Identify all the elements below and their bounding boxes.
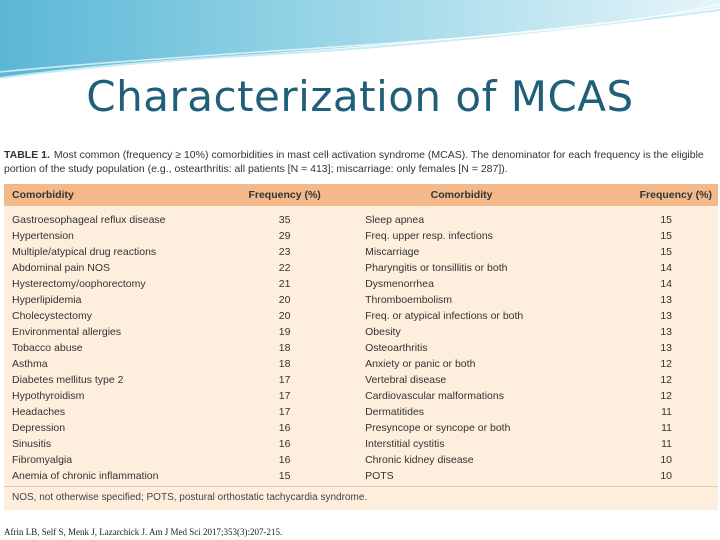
table-row bbox=[4, 436, 718, 452]
table-row bbox=[4, 404, 718, 420]
caption-text: Most common (frequency ≥ 10%) comorbidities in mast cell activation syndrome (MCAS). The denominator for each frequency is the eligible portion of the study population (e.g., ostearthritis: all patients [N = 413]; miscarriage: only females [N = 287]). bbox=[4, 149, 704, 175]
table-row bbox=[4, 420, 718, 436]
header-frequency-right: Frequency (%) bbox=[564, 184, 718, 206]
comorbidity-cell: Freq. or atypical infections or both bbox=[365, 310, 524, 322]
header-comorbidity-right: Comorbidity bbox=[359, 184, 564, 206]
frequency-cell: 16 bbox=[278, 422, 291, 434]
header-frequency-left: Frequency (%) bbox=[210, 184, 359, 206]
frequency-cell: 18 bbox=[278, 358, 291, 370]
table-row bbox=[4, 468, 718, 484]
table-row bbox=[4, 276, 718, 292]
frequency-cell: 16 bbox=[278, 454, 291, 466]
table-row bbox=[4, 228, 718, 244]
table-label: TABLE 1. bbox=[4, 149, 50, 161]
comorbidity-cell: Chronic kidney disease bbox=[365, 454, 474, 466]
table-row bbox=[4, 244, 718, 260]
frequency-cell: 13 bbox=[660, 326, 672, 338]
frequency-cell: 13 bbox=[660, 310, 672, 322]
frequency-cell: 11 bbox=[661, 422, 672, 434]
table-row bbox=[4, 372, 718, 388]
citation bbox=[4, 527, 282, 537]
comorbidity-table-container bbox=[4, 184, 718, 510]
frequency-cell: 12 bbox=[660, 374, 672, 386]
frequency-cell: 15 bbox=[660, 214, 672, 226]
table-row bbox=[4, 308, 718, 324]
citation-text: Afrin LB, Self S, Menk J, Lazarchick J. Am J Med Sci 2017;353(3):207-215. bbox=[4, 527, 283, 537]
frequency-cell: 17 bbox=[278, 374, 291, 386]
comorbidity-cell: Cholecystectomy bbox=[12, 310, 92, 322]
comorbidity-cell: Freq. upper resp. infections bbox=[365, 230, 493, 242]
frequency-cell: 12 bbox=[660, 390, 672, 402]
comorbidity-cell: Sinusitis bbox=[12, 438, 52, 450]
frequency-cell: 14 bbox=[660, 262, 672, 274]
table-row bbox=[4, 388, 718, 404]
table-row bbox=[4, 324, 718, 340]
frequency-cell: 10 bbox=[660, 470, 672, 482]
comorbidity-cell: Asthma bbox=[12, 358, 48, 370]
comorbidity-cell: Vertebral disease bbox=[365, 374, 447, 386]
table-row bbox=[4, 206, 718, 228]
table-row bbox=[4, 260, 718, 276]
comorbidity-cell: Miscarriage bbox=[365, 246, 420, 258]
frequency-cell: 17 bbox=[278, 390, 291, 402]
table-row bbox=[4, 356, 718, 372]
frequency-cell: 20 bbox=[278, 310, 291, 322]
frequency-cell: 10 bbox=[660, 454, 672, 466]
comorbidity-cell: Presyncope or syncope or both bbox=[365, 422, 511, 434]
comorbidity-cell: Abdominal pain NOS bbox=[12, 262, 111, 274]
frequency-cell: 15 bbox=[660, 246, 672, 258]
comorbidity-cell: Thromboembolism bbox=[365, 294, 453, 306]
comorbidity-cell: Pharyngitis or tonsillitis or both bbox=[365, 262, 508, 274]
comorbidity-cell: Dysmenorrhea bbox=[365, 278, 434, 290]
comorbidity-cell: Dermatitides bbox=[365, 406, 425, 418]
comorbidity-cell: Hypertension bbox=[12, 230, 74, 242]
frequency-cell: 14 bbox=[660, 278, 672, 290]
comorbidity-cell: Depression bbox=[12, 422, 66, 434]
frequency-cell: 13 bbox=[660, 294, 672, 306]
comorbidity-cell: Interstitial cystitis bbox=[365, 438, 445, 450]
comorbidity-cell: Osteoarthritis bbox=[365, 342, 428, 354]
comorbidity-cell: Headaches bbox=[12, 406, 66, 418]
table-row bbox=[4, 452, 718, 468]
comorbidity-cell: Hysterectomy/oophorectomy bbox=[12, 278, 146, 290]
frequency-cell: 19 bbox=[278, 326, 291, 338]
frequency-cell: 23 bbox=[278, 246, 291, 258]
frequency-cell: 22 bbox=[278, 262, 291, 274]
header-comorbidity-left: Comorbidity bbox=[4, 184, 210, 206]
comorbidity-cell: Gastroesophageal reflux disease bbox=[12, 214, 166, 226]
comorbidity-cell: Hypothyroidism bbox=[12, 390, 85, 402]
frequency-cell: 35 bbox=[278, 214, 291, 226]
comorbidity-cell: Multiple/atypical drug reactions bbox=[12, 246, 157, 258]
frequency-cell: 15 bbox=[278, 470, 291, 482]
table-row bbox=[4, 340, 718, 356]
comorbidity-table bbox=[4, 184, 718, 484]
frequency-cell: 20 bbox=[278, 294, 291, 306]
comorbidity-cell: Tobacco abuse bbox=[12, 342, 83, 354]
frequency-cell: 16 bbox=[278, 438, 291, 450]
comorbidity-cell: Anxiety or panic or both bbox=[365, 358, 476, 370]
table-row bbox=[4, 292, 718, 308]
comorbidity-cell: Fibromyalgia bbox=[12, 454, 73, 466]
comorbidity-cell: Anemia of chronic inflammation bbox=[12, 470, 159, 482]
table-footnote: NOS, not otherwise specified; POTS, postural orthostatic tachycardia syndrome. bbox=[4, 486, 718, 510]
frequency-cell: 12 bbox=[660, 358, 672, 370]
comorbidity-cell: POTS bbox=[365, 470, 394, 482]
frequency-cell: 11 bbox=[661, 406, 672, 418]
table-body bbox=[4, 206, 718, 484]
slide-title: Characterization of MCAS bbox=[86, 72, 634, 121]
frequency-cell: 15 bbox=[660, 230, 672, 242]
comorbidity-cell: Environmental allergies bbox=[12, 326, 122, 338]
frequency-cell: 29 bbox=[278, 230, 291, 242]
frequency-cell: 18 bbox=[278, 342, 291, 354]
frequency-cell: 13 bbox=[660, 342, 672, 354]
table-caption bbox=[4, 148, 718, 176]
comorbidity-cell: Sleep apnea bbox=[365, 214, 425, 226]
table-header-row bbox=[4, 184, 718, 206]
comorbidity-cell: Cardiovascular malformations bbox=[365, 390, 504, 402]
frequency-cell: 17 bbox=[278, 406, 291, 418]
frequency-cell: 11 bbox=[661, 438, 672, 450]
comorbidity-cell: Obesity bbox=[365, 326, 401, 338]
comorbidity-cell: Hyperlipidemia bbox=[12, 294, 82, 306]
comorbidity-cell: Diabetes mellitus type 2 bbox=[12, 374, 124, 386]
frequency-cell: 21 bbox=[278, 278, 291, 290]
